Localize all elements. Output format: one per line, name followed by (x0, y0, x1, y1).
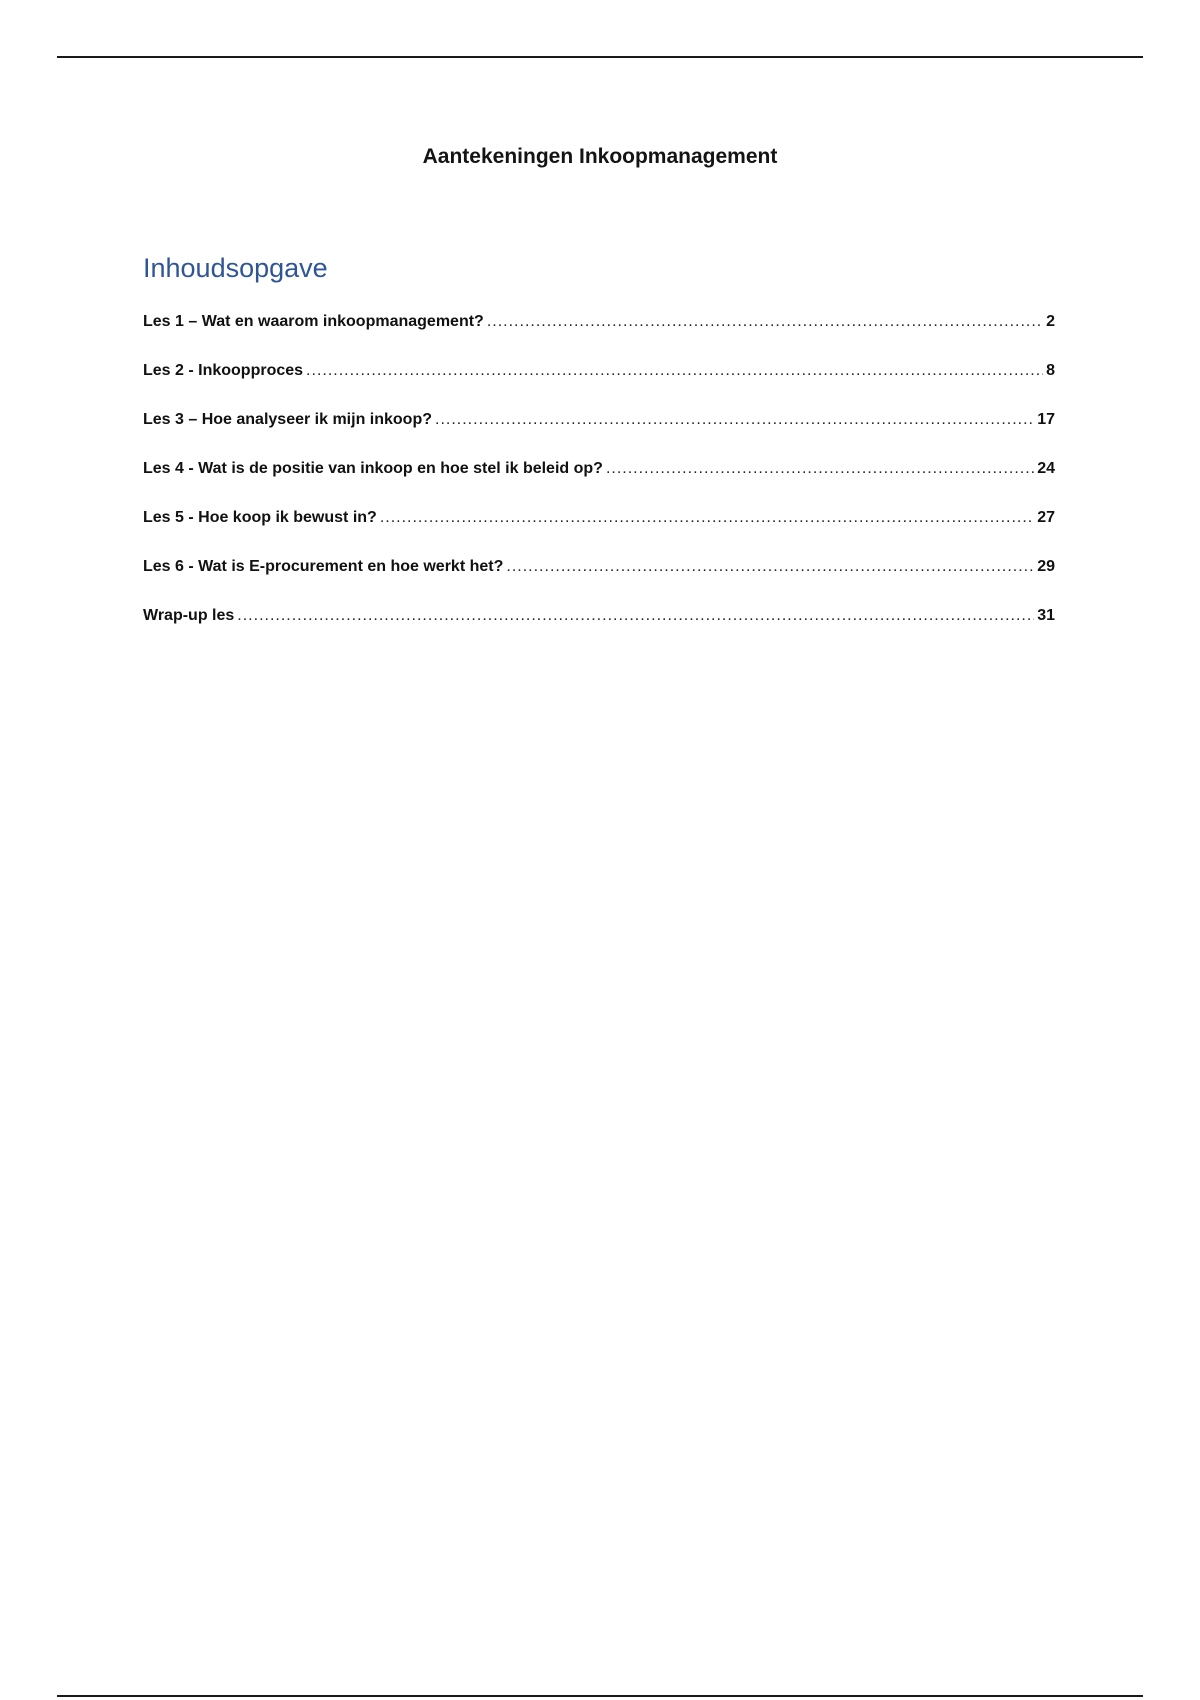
toc-entry-page: 24 (1037, 460, 1055, 477)
toc-entry-label: Les 6 - Wat is E-procurement en hoe werkt het? (143, 558, 504, 575)
toc-entry-les-5[interactable] (143, 509, 1055, 558)
toc-entry-label: Les 5 - Hoe koop ik bewust in? (143, 509, 377, 526)
toc-entry-page: 31 (1037, 607, 1055, 624)
toc-entry-les-4[interactable] (143, 460, 1055, 509)
toc-entry-page: 8 (1046, 362, 1055, 379)
toc-entry-les-6[interactable] (143, 558, 1055, 607)
toc-leader-dots (237, 607, 1034, 625)
toc-entry-page: 17 (1037, 411, 1055, 428)
toc-leader-dots (306, 362, 1043, 380)
header-rule (57, 56, 1143, 58)
toc-entry-label: Les 1 – Wat en waarom inkoopmanagement? (143, 313, 484, 330)
toc-entry-wrap-up[interactable] (143, 607, 1055, 656)
toc-entry-page: 2 (1046, 313, 1055, 330)
toc-entry-label: Les 2 - Inkoopproces (143, 362, 304, 379)
toc-leader-dots (487, 313, 1043, 331)
toc-entry-les-1[interactable] (143, 313, 1055, 362)
toc-entry-les-2[interactable] (143, 362, 1055, 411)
toc-leader-dots (506, 558, 1034, 576)
toc-leader-dots (380, 509, 1034, 527)
toc-leader-dots (435, 411, 1034, 429)
toc-leader-dots (606, 460, 1034, 478)
toc-entry-page: 27 (1037, 509, 1055, 526)
table-of-contents (143, 313, 1055, 656)
toc-heading: Inhoudsopgave (143, 253, 328, 283)
toc-entry-label: Les 3 – Hoe analyseer ik mijn inkoop? (143, 411, 432, 428)
toc-entry-label: Les 4 - Wat is de positie van inkoop en hoe stel ik beleid op? (143, 460, 603, 477)
footer-rule (57, 1695, 1143, 1697)
toc-entry-page: 29 (1037, 558, 1055, 575)
toc-entry-label: Wrap-up les (143, 607, 235, 624)
toc-entry-les-3[interactable] (143, 411, 1055, 460)
document-title: Aantekeningen Inkoopmanagement (422, 145, 778, 168)
